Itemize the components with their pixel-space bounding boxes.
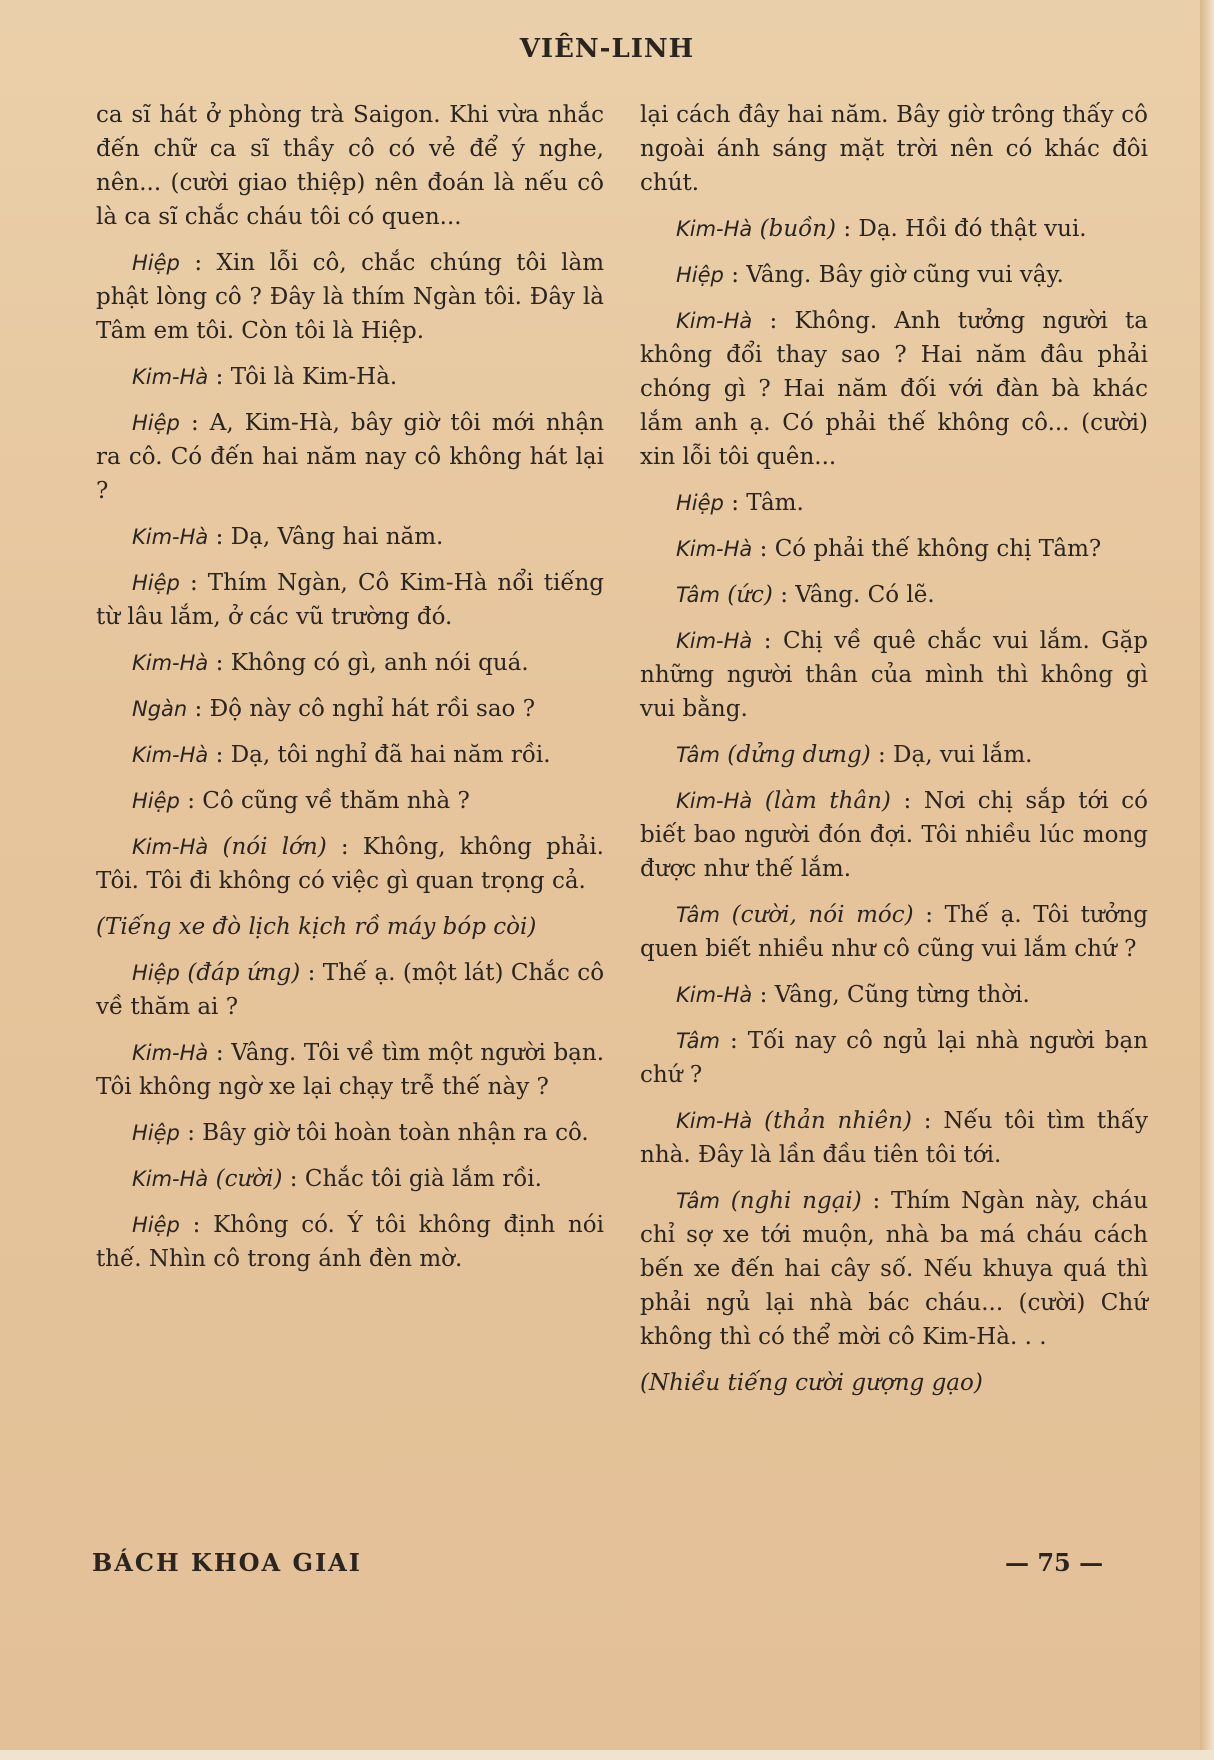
speaker-name: Hiệp	[132, 251, 180, 275]
dialogue-text: Tối nay cô ngủ lại nhà người bạn chứ ?	[640, 1028, 1149, 1088]
speaker-name: Kim-Hà	[676, 629, 753, 653]
dialogue-line: Kim-Hà : Dạ, tôi nghỉ đã hai năm rồi.	[132, 742, 551, 768]
dialogue-text: Tôi là Kim-Hà.	[230, 364, 398, 390]
page-edge	[1200, 0, 1214, 1760]
stage-direction: (Nhiều tiếng cười gượng gạo)	[640, 1370, 983, 1396]
dialogue-text: ca sĩ hát ở phòng trà Saigon. Khi vừa nhắc đến chữ ca sĩ thầy cô có vẻ để ý nghe, nên... (cười giao thiệp) nên đoán là nếu cô là ca sĩ chắc cháu tôi có quen...	[96, 102, 604, 230]
dialogue-line	[640, 98, 1148, 200]
dialogue-line: Tâm : Tối nay cô ngủ lại nhà người bạn chứ ?	[640, 1028, 1149, 1088]
speaker-name: Hiệp	[132, 789, 180, 813]
dialogue-line: Hiệp : A, Kim-Hà, bây giờ tôi mới nhận ra cô. Có đến hai năm nay cô không hát lại ?	[96, 410, 605, 504]
dialogue-text: Thế ạ. Tôi tưởng quen biết nhiều như cô cũng vui lắm chứ ?	[640, 902, 1149, 962]
dialogue-text: Vâng. Có lẽ.	[795, 582, 935, 608]
speaker-name: Kim-Hà	[132, 1041, 209, 1065]
speaker-name: Hiệp	[132, 571, 180, 595]
speaker-name: Kim-Hà	[132, 835, 209, 859]
dialogue-line: Kim-Hà (cười) : Chắc tôi già lắm rồi.	[132, 1166, 542, 1192]
dialogue-line: Tâm (nghi ngại) : Thím Ngàn này, cháu chỉ sợ xe tới muộn, nhà ba má cháu cách bến xe đến hai cây số. Nếu khuya quá thì phải ngủ lại nhà bác cháu... (cười) Chứ không thì có thể mời cô Kim-Hà. . .	[640, 1188, 1149, 1350]
dialogue-line: Hiệp (đáp ứng) : Thế ạ. (một lát) Chắc cô về thăm ai ?	[96, 960, 605, 1020]
dialogue-text: Vâng, Cũng từng thời.	[774, 982, 1030, 1008]
speaker-name: Ngàn	[132, 697, 188, 721]
speaker-name: Hiệp	[676, 491, 724, 515]
dialogue-text: Dạ, Vâng hai năm.	[230, 524, 444, 550]
dialogue-line: Hiệp : Bây giờ tôi hoàn toàn nhận ra cô.	[132, 1120, 589, 1146]
speaker-name: Tâm	[676, 903, 720, 927]
stage-note: (nói lớn)	[222, 834, 327, 860]
dialogue-line: Hiệp : Cô cũng về thăm nhà ?	[132, 788, 470, 814]
dialogue-text: lại cách đây hai năm. Bây giờ trông thấy cô ngoài ánh sáng mặt trời nên có khác đôi chút.	[640, 102, 1148, 196]
dialogue-line: Ngàn : Độ này cô nghỉ hát rồi sao ?	[132, 696, 536, 722]
dialogue-line	[96, 98, 604, 234]
dialogue-line: Kim-Hà : Có phải thế không chị Tâm?	[676, 536, 1102, 562]
stage-note: (cười, nói móc)	[731, 902, 914, 928]
dialogue-text: Không, không phải. Tôi. Tôi đi không có việc gì quan trọng cả.	[96, 834, 604, 894]
dialogue-line: Tâm (cười, nói móc) : Thế ạ. Tôi tưởng quen biết nhiều như cô cũng vui lắm chứ ?	[640, 902, 1149, 962]
page-edge-bottom	[0, 1750, 1214, 1760]
dialogue-line: Kim-Hà : Tôi là Kim-Hà.	[132, 364, 398, 390]
dialogue-text: Nếu tôi tìm thấy nhà. Đây là lần đầu tiên tôi tới.	[640, 1108, 1148, 1168]
speaker-name: Kim-Hà	[676, 983, 753, 1007]
stage-note: (đáp ứng)	[187, 960, 301, 986]
dialogue-text: Thế ạ. (một lát) Chắc cô về thăm ai ?	[96, 960, 605, 1020]
dialogue-text: Tâm.	[746, 490, 804, 516]
speaker-name: Kim-Hà	[132, 525, 209, 549]
dialogue-text: Cô cũng về thăm nhà ?	[202, 788, 470, 814]
dialogue-text: Dạ, tôi nghỉ đã hai năm rồi.	[230, 742, 551, 768]
stage-note: (thản nhiên)	[764, 1108, 912, 1134]
speaker-name: Hiệp	[132, 1213, 180, 1237]
speaker-name: Kim-Hà	[676, 217, 753, 241]
speaker-name: Hiệp	[132, 1121, 180, 1145]
stage-note: (buồn)	[759, 216, 836, 242]
dialogue-line: Hiệp : Vâng. Bây giờ cũng vui vậy.	[676, 262, 1064, 288]
dialogue-text: Nơi chị sắp tới có biết bao người đón đợi. Tôi nhiều lúc mong được như thế lắm.	[640, 788, 1148, 882]
publication-name: BÁCH KHOA GIAI	[92, 1548, 363, 1577]
speaker-name: Kim-Hà	[676, 789, 753, 813]
speaker-name: Tâm	[676, 1029, 720, 1053]
dialogue-text: Không có. Ý tôi không định nói thế. Nhìn cô trong ánh đèn mờ.	[96, 1212, 604, 1272]
dialogue-text: A, Kim-Hà, bây giờ tôi mới nhận ra cô. Có đến hai năm nay cô không hát lại ?	[96, 410, 605, 504]
dialogue-text: Chắc tôi già lắm rồi.	[304, 1166, 542, 1192]
speaker-name: Kim-Hà	[676, 1109, 753, 1133]
dialogue-line: Kim-Hà : Vâng. Tôi về tìm một người bạn. Tôi không ngờ xe lại chạy trễ thế này ?	[96, 1040, 605, 1100]
stage-note: (ức)	[727, 582, 773, 608]
dialogue-line: Hiệp : Xin lỗi cô, chắc chúng tôi làm phật lòng cô ? Đây là thím Ngàn tôi. Đây là Tâm em tôi. Còn tôi là Hiệp.	[96, 250, 605, 344]
stage-note: (nghi ngại)	[730, 1188, 862, 1214]
dialogue-line: Tâm (ức) : Vâng. Có lẽ.	[676, 582, 935, 608]
speaker-name: Kim-Hà	[676, 537, 753, 561]
dialogue-line: Kim-Hà : Không có gì, anh nói quá.	[132, 650, 529, 676]
dialogue-line: Kim-Hà (làm thân) : Nơi chị sắp tới có biết bao người đón đợi. Tôi nhiều lúc mong được như thế lắm.	[640, 788, 1148, 882]
speaker-name: Tâm	[676, 1189, 720, 1213]
dialogue-text: Thím Ngàn này, cháu chỉ sợ xe tới muộn, nhà ba má cháu cách bến xe đến hai cây số. Nếu khuya quá thì phải ngủ lại nhà bác cháu... (cười) Chứ không thì có thể mời cô Kim-Hà. . .	[640, 1188, 1149, 1350]
stage-note: (cười)	[215, 1166, 283, 1192]
page-number: — 75 —	[1005, 1548, 1104, 1577]
dialogue-line: Kim-Hà (buồn) : Dạ. Hồi đó thật vui.	[676, 216, 1087, 242]
dialogue-text: Vâng. Bây giờ cũng vui vậy.	[746, 262, 1064, 288]
speaker-name: Kim-Hà	[132, 1167, 209, 1191]
dialogue-text: Chị về quê chắc vui lắm. Gặp những người thân của mình thì không gì vui bằng.	[640, 628, 1149, 722]
left-column	[96, 98, 604, 1288]
dialogue-line: Hiệp : Không có. Ý tôi không định nói thế. Nhìn cô trong ánh đèn mờ.	[96, 1212, 604, 1272]
stage-note: (dửng dưng)	[727, 742, 871, 768]
dialogue-text: Độ này cô nghỉ hát rồi sao ?	[209, 696, 536, 722]
speaker-name: Tâm	[676, 743, 720, 767]
dialogue-line: Kim-Hà (nói lớn) : Không, không phải. Tôi. Tôi đi không có việc gì quan trọng cả.	[96, 834, 604, 894]
dialogue-line: Kim-Hà : Chị về quê chắc vui lắm. Gặp những người thân của mình thì không gì vui bằng.	[640, 628, 1149, 722]
dialogue-text: Dạ. Hồi đó thật vui.	[858, 216, 1087, 242]
dialogue-text: Vâng. Tôi về tìm một người bạn. Tôi không ngờ xe lại chạy trễ thế này ?	[96, 1040, 605, 1100]
dialogue-line: Kim-Hà : Không. Anh tưởng người ta không đổi thay sao ? Hai năm đâu phải chóng gì ? Hai năm đối với đàn bà khác lắm anh ạ. Có phải thế không cô... (cười) xin lỗi tôi quên...	[640, 308, 1149, 470]
speaker-name: Hiệp	[132, 411, 180, 435]
dialogue-line: Hiệp : Tâm.	[676, 490, 804, 516]
speaker-name: Kim-Hà	[132, 365, 209, 389]
dialogue-line: Hiệp : Thím Ngàn, Cô Kim-Hà nổi tiếng từ lâu lắm, ở các vũ trường đó.	[96, 570, 605, 630]
dialogue-text: Xin lỗi cô, chắc chúng tôi làm phật lòng cô ? Đây là thím Ngàn tôi. Đây là Tâm em tôi. Còn tôi là Hiệp.	[96, 250, 605, 344]
dialogue-line: Tâm (dửng dưng) : Dạ, vui lắm.	[676, 742, 1033, 768]
dialogue-text: Thím Ngàn, Cô Kim-Hà nổi tiếng từ lâu lắm, ở các vũ trường đó.	[96, 570, 605, 630]
speaker-name: Hiệp	[676, 263, 724, 287]
speaker-name: Tâm	[676, 583, 720, 607]
dialogue-text: Có phải thế không chị Tâm?	[774, 536, 1102, 562]
speaker-name: Kim-Hà	[132, 651, 209, 675]
dialogue-line: Kim-Hà : Dạ, Vâng hai năm.	[132, 524, 444, 550]
right-column	[640, 98, 1148, 1412]
dialogue-text: Bây giờ tôi hoàn toàn nhận ra cô.	[202, 1120, 589, 1146]
speaker-name: Kim-Hà	[132, 743, 209, 767]
dialogue-text: Dạ, vui lắm.	[893, 742, 1033, 768]
dialogue-text: Không. Anh tưởng người ta không đổi thay sao ? Hai năm đâu phải chóng gì ? Hai năm đối với đàn bà khác lắm anh ạ. Có phải thế không cô... (cười) xin lỗi tôi quên...	[640, 308, 1149, 470]
stage-note: (làm thân)	[764, 788, 891, 814]
speaker-name: Kim-Hà	[676, 309, 753, 333]
stage-direction: (Tiếng xe đò lịch kịch rồ máy bóp còi)	[96, 914, 537, 940]
dialogue-line: Kim-Hà : Vâng, Cũng từng thời.	[676, 982, 1030, 1008]
dialogue-text: Không có gì, anh nói quá.	[230, 650, 529, 676]
running-header: VIÊN-LINH	[519, 34, 695, 64]
dialogue-line: Kim-Hà (thản nhiên) : Nếu tôi tìm thấy nhà. Đây là lần đầu tiên tôi tới.	[640, 1108, 1148, 1168]
speaker-name: Hiệp	[132, 961, 180, 985]
